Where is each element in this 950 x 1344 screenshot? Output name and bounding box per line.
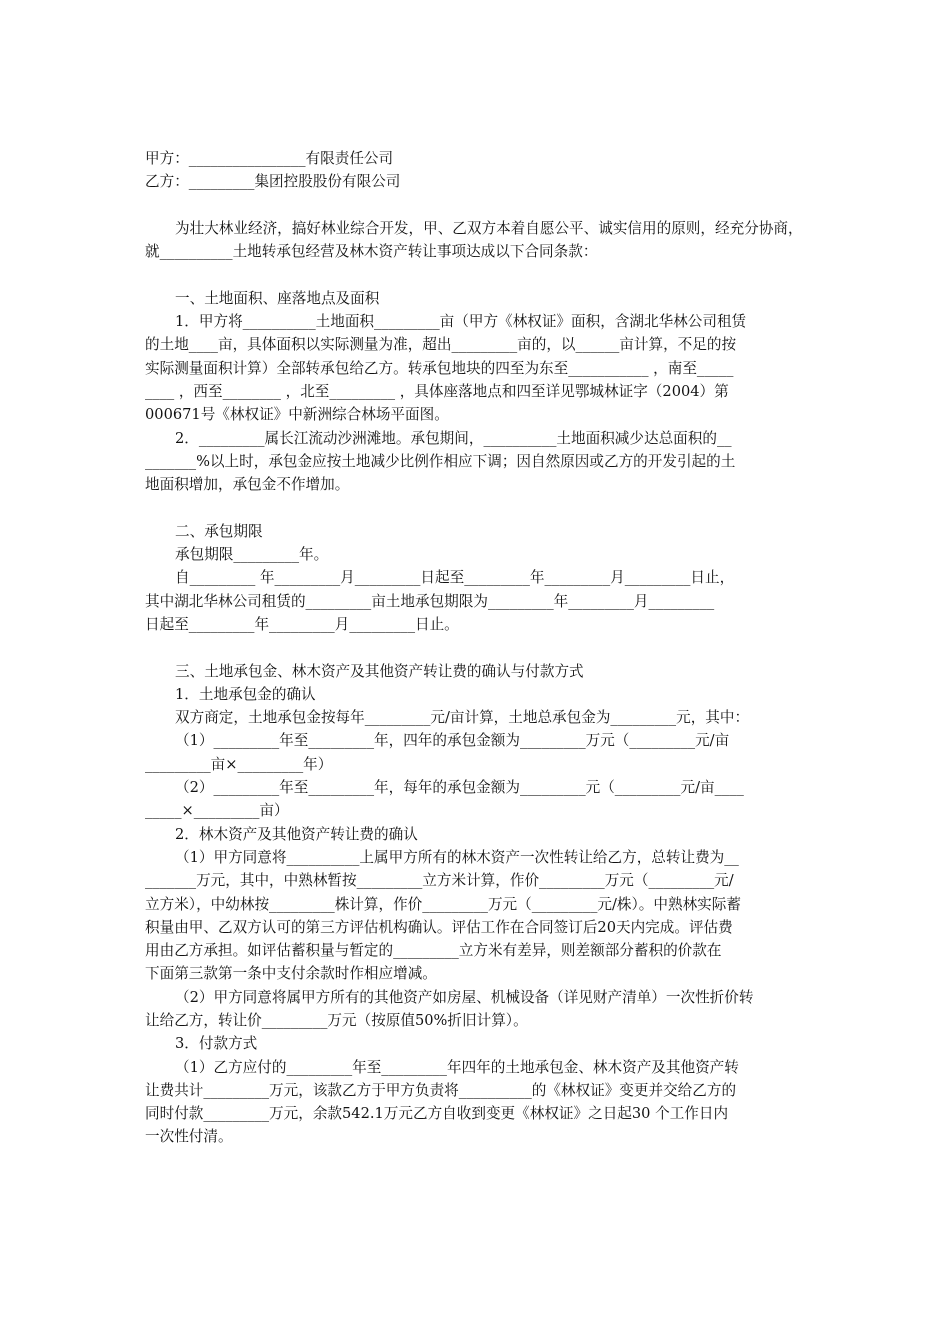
text-line: 000671号《林权证》中新洲综合林场平面图。 (145, 406, 449, 424)
text-line: 2．_________属长江流动沙洲滩地。承包期间，__________土地面积减少达总面积的__ (175, 429, 732, 447)
text-line: 1．甲方将__________土地面积_________亩（甲方《林权证》面积，含湖北华林公司租赁 (175, 313, 747, 331)
text-line: _____×_________亩） (145, 802, 289, 820)
text-line: 日起至_________年_________月_________日止。 (145, 615, 459, 633)
section3-sub2-title: 2．林木资产及其他资产转让费的确认 (175, 825, 418, 843)
text-line: （2）_________年至_________年，每年的承包金额为_________元（_________元/亩____ (175, 779, 744, 797)
text-line: 实际测量面积计算）全部转承包给乙方。转承包地块的四至为东至___________ ，南至_____ (145, 359, 734, 377)
section2-title: 二、承包期限 (175, 522, 263, 540)
text-line: （1）甲方同意将__________上属甲方所有的林木资产一次性转让给乙方，总转让费为__ (175, 848, 739, 866)
spacer (145, 194, 810, 217)
section3-title: 三、土地承包金、林木资产及其他资产转让费的确认与付款方式 (175, 662, 584, 680)
text-line: 让费共计_________万元，该款乙方于甲方负责将__________的《林权证》变更并交给乙方的 (145, 1081, 737, 1099)
spacer (145, 263, 810, 286)
text-line: 双方商定，土地承包金按每年_________元/亩计算，土地总承包金为_________元，其中： (175, 709, 750, 727)
section3-sub1 (145, 706, 810, 822)
spacer (145, 496, 810, 519)
party-b-line: 乙方：_________集团控股股份有限公司 (145, 173, 401, 191)
contract-document (145, 147, 810, 1149)
text-line: 用由乙方承担。如评估蓄积量与暂定的_________立方米有差异，则差额部分蓄积的价款在 (145, 942, 722, 960)
text-line: 立方米），中幼林按_________株计算，作价_________万元（_________元/株）。中熟林实际蓄 (145, 895, 741, 913)
text-line: 的土地____亩，具体面积以实际测量为准，超出_________亩的，以______亩计算，不足的按 (145, 336, 737, 354)
section3-sub2-para2 (145, 986, 810, 1033)
text-line: _________亩×_________年） (145, 755, 333, 773)
section2-period (145, 566, 810, 636)
section2-term: 承包期限_________年。 (175, 546, 329, 564)
text-line: 同时付款_________万元，余款542.1万元乙方自收到变更《林权证》之日起30 个工作日内 (145, 1105, 729, 1123)
text-line: 让给乙方，转让价_________万元（按原值50%折旧计算）。 (145, 1011, 528, 1029)
text-line: 地面积增加，承包金不作增加。 (145, 476, 350, 494)
section3-sub1-title: 1．土地承包金的确认 (175, 685, 316, 703)
section3-sub3-title: 3．付款方式 (175, 1035, 258, 1053)
text-line: ____ ，西至________ ，北至_________ ，具体座落地点和四至详见鄂城林证字（2004）第 (145, 382, 729, 400)
text-line: （2）甲方同意将属甲方所有的其他资产如房屋、机械设备（详见财产清单）一次性折价转 (175, 988, 754, 1006)
section3-sub2-para1 (145, 846, 810, 986)
text-line: 一次性付清。 (145, 1128, 233, 1146)
text-line: 下面第三款第一条中支付余款时作相应增减。 (145, 965, 437, 983)
text-line: 自_________ 年_________月_________日起至_________年_________月_________日止， (175, 569, 735, 587)
text-line: （1）乙方应付的_________年至_________年四年的土地承包金、林木资产及其他资产转 (175, 1058, 739, 1076)
text-line: 其中湖北华林公司租赁的_________亩土地承包期限为_________年_________月_________ (145, 592, 715, 610)
section1-clause2 (145, 427, 810, 497)
text-line: （1）_________年至_________年，四年的承包金额为_________万元（_________元/亩 (175, 732, 730, 750)
section1-clause1 (145, 310, 810, 426)
text-line: _______%以上时，承包金应按土地减少比例作相应下调；因自然原因或乙方的开发引起的土 (145, 452, 736, 470)
text-line: 积量由甲、乙双方认可的第三方评估机构确认。评估工作在合同签订后20天内完成。评估费 (145, 918, 733, 936)
text-line: _______万元，其中，中熟林暂按_________立方米计算，作价_________万元（_________元/ (145, 872, 734, 890)
section3-sub3 (145, 1056, 810, 1149)
section1-title: 一、土地面积、座落地点及面积 (175, 289, 380, 307)
party-a-line: 甲方：________________有限责任公司 (145, 150, 394, 167)
preamble-paragraph: 为壮大林业经济，搞好林业综合开发，甲、乙双方本着自愿公平、诚实信用的原则，经充分协商，就__________土地转承包经营及林木资产转让事项达成以下合同条款： (145, 219, 803, 261)
spacer (145, 636, 810, 659)
